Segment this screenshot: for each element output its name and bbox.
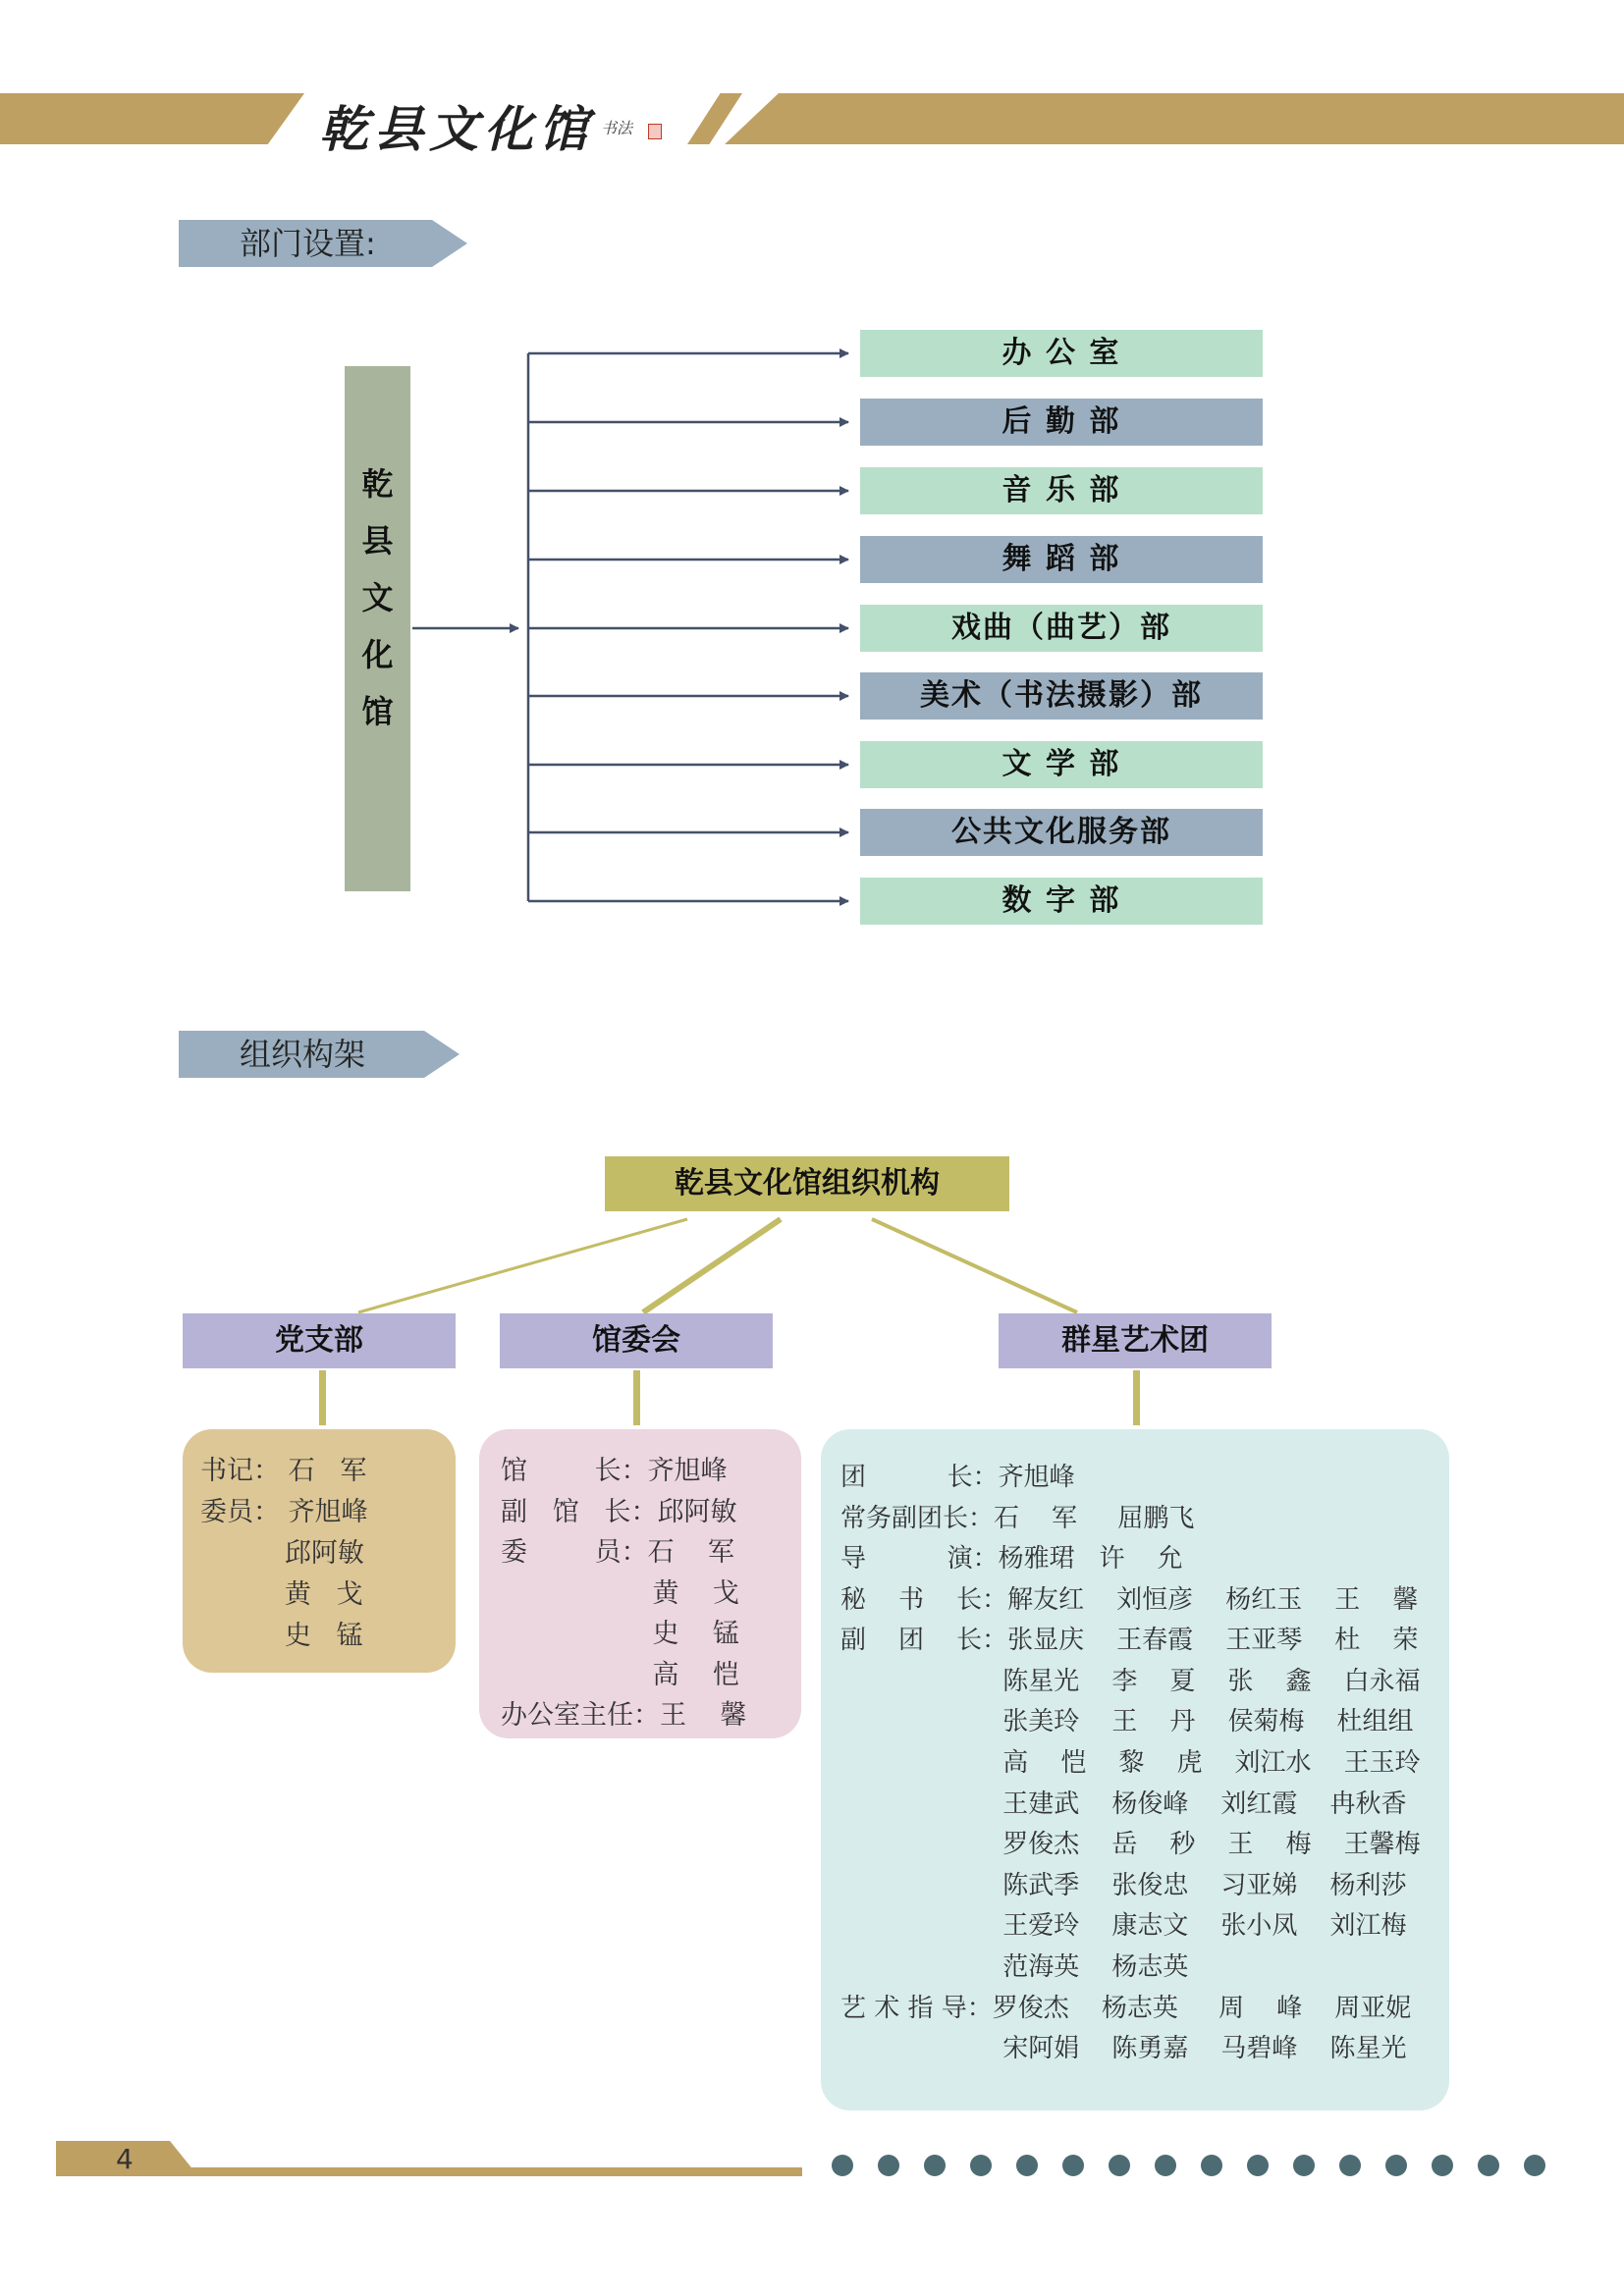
footer-dot [1478,2155,1499,2176]
department-box: 文 学 部 [860,741,1263,788]
committee-member-row: 史 锰 [501,1619,739,1649]
party-member-row: 黄 戈 [200,1579,363,1610]
troupe-member-row: 王建武 杨俊峰 刘红霞 冉秋香 [840,1789,1407,1819]
root-unit-char: 乾 [361,465,394,503]
department-box: 公共文化服务部 [860,809,1263,856]
footer-dot [1155,2155,1176,2176]
footer-dot [1247,2155,1269,2176]
root-unit-char: 县 [361,522,394,560]
party-member-row: 史 锰 [200,1621,363,1651]
committee-panel [479,1429,801,1738]
troupe-member-row: 艺 术 指 导：罗俊杰 杨志英 周 峰 周亚妮 [840,1994,1412,2023]
committee-member-row: 委 员：石 军 [501,1537,734,1568]
troupe-member-row: 副 团 长：张显庆 王春霞 王亚琴 杜 荣 [840,1626,1419,1655]
department-box: 数 字 部 [860,878,1263,925]
troupe-member-row: 罗俊杰 岳 秒 王 梅 王馨梅 [840,1830,1421,1859]
committee-member-row: 馆 长：齐旭峰 [501,1456,728,1486]
committee-member-row: 办公室主任：王 馨 [501,1700,747,1731]
root-unit-char: 馆 [361,693,394,730]
footer-dot [878,2155,899,2176]
troupe-member-row: 张美玲 王 丹 侯菊梅 杜组组 [840,1707,1414,1736]
footer-dot [832,2155,853,2176]
footer-dot [924,2155,946,2176]
committee-member-row: 黄 戈 [501,1578,739,1609]
page-number: 4 [116,2143,134,2175]
committee-member-row: 高 恺 [501,1660,739,1690]
troupe-member-row: 导 演：杨雅珺 许 允 [840,1544,1183,1574]
org-top-box: 乾县文化馆组织机构 [605,1156,1009,1211]
party-branch-heading: 党支部 [183,1313,456,1368]
footer-dot [1385,2155,1407,2176]
footer-dot [1062,2155,1084,2176]
department-box: 戏曲（曲艺）部 [860,605,1263,652]
footer-rule [191,2167,802,2176]
troupe-member-row: 范海英 杨志英 [840,1952,1189,1982]
root-unit-char: 文 [361,579,394,616]
troupe-member-row: 陈星光 李 夏 张 鑫 白永福 [840,1667,1421,1696]
party-member-row: 委员： 齐旭峰 [200,1497,368,1527]
footer-dot [1524,2155,1545,2176]
department-box: 办 公 室 [860,330,1263,377]
troupe-member-row: 宋阿娟 陈勇嘉 马碧峰 陈星光 [840,2034,1407,2063]
footer-dot [1109,2155,1130,2176]
troupe-heading: 群星艺术团 [999,1313,1272,1368]
brand-calligraphy-logo: 乾县文化馆 [319,100,594,158]
root-unit-char: 化 [361,636,394,673]
committee-heading: 馆委会 [500,1313,773,1368]
department-box: 舞 蹈 部 [860,536,1263,583]
footer-dot [970,2155,992,2176]
footer-dot [1339,2155,1361,2176]
troupe-member-row: 陈武季 张俊忠 习亚娣 杨利莎 [840,1871,1407,1900]
troupe-panel [821,1429,1449,2110]
footer-dot [1293,2155,1315,2176]
troupe-member-row: 高 恺 黎 虎 刘江水 王玉玲 [840,1748,1421,1778]
troupe-member-row: 秘 书 长：解友红 刘恒彦 杨红玉 王 馨 [840,1585,1419,1615]
troupe-member-row: 王爱玲 康志文 张小凤 刘江梅 [840,1911,1407,1941]
section-title-org: 组织构架 [179,1031,424,1078]
department-box: 音 乐 部 [860,467,1263,514]
party-branch-panel [183,1429,456,1673]
department-box: 美术（书法摄影）部 [860,672,1263,720]
footer-dot [1201,2155,1222,2176]
party-member-row: 邱阿敏 [200,1538,364,1569]
section-title-departments: 部门设置: [179,220,432,267]
troupe-member-row: 团 长：齐旭峰 [840,1463,1075,1492]
brand-signature: 书法 [601,119,633,137]
department-box: 后 勤 部 [860,399,1263,446]
committee-member-row: 副 馆 长：邱阿敏 [501,1497,737,1527]
troupe-member-row: 常务副团长：石 军 屈鹏飞 [840,1504,1195,1533]
footer-dot [1432,2155,1453,2176]
footer-dot [1016,2155,1038,2176]
party-member-row: 书记： 石 军 [200,1456,367,1486]
